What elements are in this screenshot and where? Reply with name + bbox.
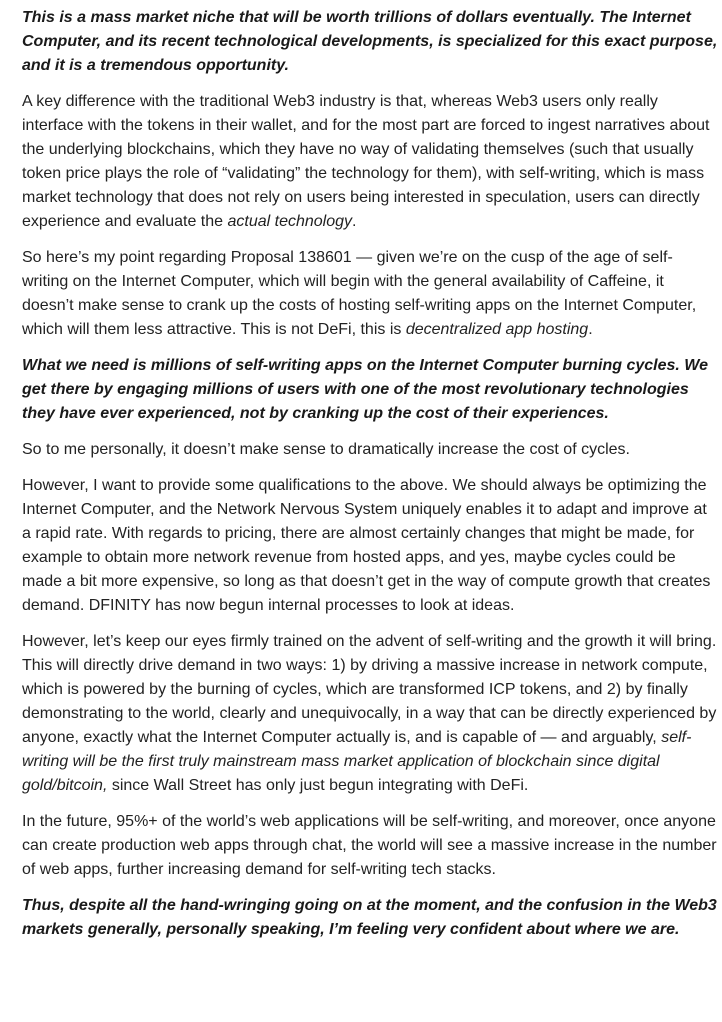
paragraph-text: A key difference with the traditional Web3 industry is that, whereas Web3 users only really interface with the tokens in their wallet, and for the most part are forced to ingest narratives about the underlying blockchains, which they have no way of validating themselves (such that usually token price plays the role of “validating” the technology for them), with self-writing, which is mass market technology that does not rely on users being interested in speculation, users can directly experience and evaluate the <box>22 93 710 230</box>
paragraph-text: However, I want to provide some qualifications to the above. We should always be optimizing the Internet Computer, and the Network Nervous System uniquely enables it to adapt and improve at a rapid rate. With regards to pricing, there are almost certainly changes that might be made, for example to obtain more network revenue from hosted apps, and yes, maybe cycles could be made a bit more expensive, so long as that doesn’t get in the way of compute growth that creates demand. DFINITY has now begun internal processes to look at ideas. <box>22 477 711 614</box>
paragraph-5 <box>22 438 718 462</box>
paragraph-text: . <box>352 213 357 230</box>
paragraph-text: Thus, despite all the hand-wringing going on at the moment, and the confusion in the Web3 markets generally, personally speaking, I’m feeling very confident about where we are. <box>22 897 717 938</box>
paragraph-text: In the future, 95%+ of the world’s web applications will be self-writing, and moreover, once anyone can create production web apps through chat, the world will see a massive increase in the number of web apps, further increasing demand for self-writing tech stacks. <box>22 813 717 878</box>
paragraph-text: since Wall Street has only just begun integrating with DeFi. <box>107 777 529 794</box>
paragraph-6 <box>22 474 718 618</box>
paragraph-text: . <box>588 321 593 338</box>
paragraph-9 <box>22 894 718 942</box>
paragraph-text: So to me personally, it doesn’t make sense to dramatically increase the cost of cycles. <box>22 441 630 458</box>
paragraph-2 <box>22 90 718 234</box>
paragraph-text: So here’s my point regarding Proposal 138601 — given we’re on the cusp of the age of self-writing on the Internet Computer, which will begin with the general availability of Caffeine, it doesn’t make sense to crank up the costs of hosting self-writing apps on the Internet Computer, which will them less attractive. This is not DeFi, this is <box>22 249 697 338</box>
emphasis-text: decentralized app hosting <box>405 321 589 338</box>
paragraph-text: However, let’s keep our eyes firmly trained on the advent of self-writing and the growth it will bring. This will directly drive demand in two ways: 1) by driving a massive increase in network compute, which is powered by the burning of cycles, which are transformed ICP tokens, and 2) by finally demonstrating to the world, clearly and unequivocally, in a way that can be directly experienced by anyone, exactly what the Internet Computer actually is, and is capable of — and arguably, <box>22 633 717 746</box>
paragraph-1 <box>22 6 718 78</box>
paragraph-text: What we need is millions of self-writing apps on the Internet Computer burning cycles. We get there by engaging millions of users with one of the most revolutionary technologies they have ever experienced, not by cranking up the cost of their experiences. <box>22 357 709 422</box>
paragraph-text: This is a mass market niche that will be worth trillions of dollars eventually. The Internet Computer, and its recent technological developments, is specialized for this exact purpose, and it is a tremendous opportunity. <box>22 9 718 74</box>
emphasis-text: actual technology <box>227 213 353 230</box>
paragraph-8 <box>22 810 718 882</box>
post-body <box>22 6 718 954</box>
paragraph-4 <box>22 354 718 426</box>
paragraph-3 <box>22 246 718 342</box>
paragraph-7 <box>22 630 718 798</box>
emphasis-text: self-writing will be the first truly mainstream mass market application of blockchain since digital gold/bitcoin, <box>22 729 692 794</box>
